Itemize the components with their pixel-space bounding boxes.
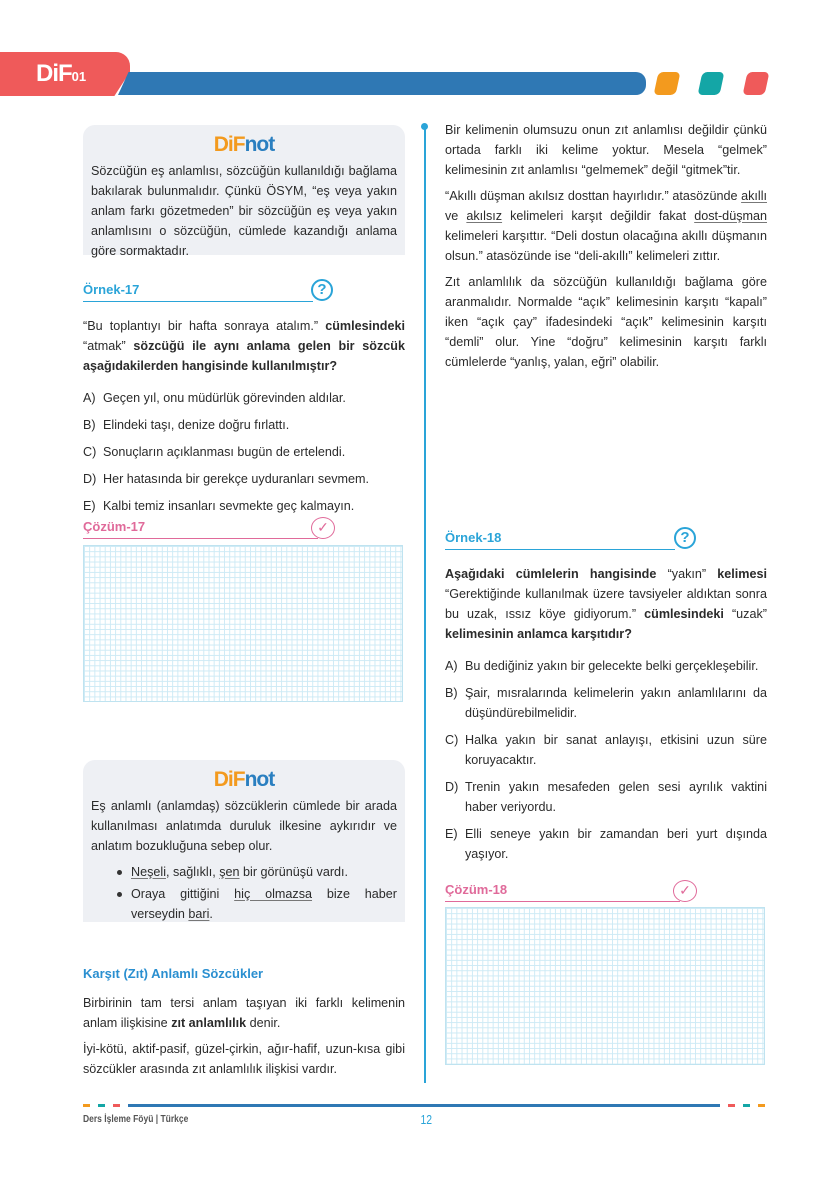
option-text: Şair, mısralarında kelimelerin yakın anlamlılarını da düşündürebilmelidir.: [465, 686, 767, 720]
difnot-title: DiFnot: [213, 133, 275, 156]
question-icon: ?: [674, 527, 696, 549]
answer-option[interactable]: [445, 656, 767, 676]
solution-17-heading: Çözüm-17: [83, 519, 318, 539]
check-icon: ✓: [311, 517, 335, 539]
page-number: 12: [420, 1112, 433, 1127]
underlined-word: bari: [188, 907, 210, 921]
text-segment: Zıt anlamlılık da sözcüğün kullanıldığı bağlama göre aranmalıdır. Normalde “açık” kelimesinin karşıtı “kapalı” iken “açık çay” ifadesindeki “açık” kelimesinin karşıtı “demli” olur. Yine “doğru” kelimesinin karşıtı farklı cümlelerde “yanlış, yalan, eğri” olabilir.: [445, 275, 767, 369]
option-text: Sonuçların açıklanması bugün de ertelendi.: [103, 445, 346, 459]
option-letter: B): [83, 418, 96, 432]
paragraph: [83, 993, 405, 1033]
example-18-heading: Örnek-18: [445, 530, 675, 550]
solution-17-grid-area[interactable]: [83, 545, 403, 702]
question-icon: ?: [311, 279, 333, 301]
footer-dash: [743, 1104, 750, 1107]
answer-option[interactable]: [83, 415, 405, 435]
option-text: Trenin yakın mesafeden gelen sesi ayrılık vaktini haber veriyordu.: [465, 780, 767, 814]
bold-text: kelimesinin anlamca karşıtıdır?: [445, 627, 632, 641]
text-segment: Oraya gittiğini: [131, 887, 235, 901]
footer-dash: [83, 1104, 90, 1107]
column-divider: [424, 128, 426, 1083]
footer-dash: [728, 1104, 735, 1107]
footer-dash: [758, 1104, 765, 1107]
difnot-box-2: [83, 760, 405, 922]
solution-18-grid-area[interactable]: [445, 907, 765, 1065]
example-18-body: [445, 564, 767, 871]
option-text: Bu dediğiniz yakın bir gelecekte belki gerçekleşebilir.: [465, 659, 759, 673]
example-17-body: [83, 316, 405, 523]
difnot-text: [91, 161, 397, 261]
bullet-item: [117, 884, 397, 924]
paragraph: [91, 796, 397, 856]
option-text: Elindeki taşı, denize doğru fırlattı.: [103, 418, 290, 432]
bullet-item: [117, 862, 397, 882]
text-segment: “atmak”: [83, 339, 134, 353]
option-letter: D): [83, 472, 97, 486]
paragraph: [445, 272, 767, 372]
check-icon: ✓: [673, 880, 697, 902]
text-segment: , sağlıklı,: [166, 865, 220, 879]
unit-number: 01: [71, 69, 87, 84]
example-18-question: [445, 564, 767, 644]
answer-option[interactable]: [445, 683, 767, 723]
right-intro-text: [445, 120, 767, 378]
answer-option[interactable]: [445, 824, 767, 864]
difnot-title: DiFnot: [213, 768, 275, 791]
bold-text: sözcüğü ile aynı anlama gelen bir sözcük aşağıdakilerden hangisinde kullanılmıştır?: [83, 339, 405, 373]
example-bullets: [91, 862, 397, 924]
text-segment: bize haber verseydin: [131, 887, 398, 921]
footer-dash: [98, 1104, 105, 1107]
option-letter: E): [445, 827, 458, 841]
text-segment: Eş anlamlı (anlamdaş) sözcüklerin cümlede bir arada kullanılması anlatımda duruluk ilkesine aykırıdır ve anlatım bozukluğuna sebep olur.: [91, 799, 397, 853]
option-text: Elli seneye yakın bir zamandan beri yurt dışında yaşıyor.: [465, 827, 767, 861]
brand-text: DiF: [36, 60, 72, 87]
text-segment: kelimeleri karşıttır. “Deli dostun olacağına akıllı düşmanın olsun.” atasözünde ise “deli-akıllı” kelimeleri zıttır.: [445, 229, 767, 263]
section-heading: Karşıt (Zıt) Anlamlı Sözcükler: [83, 966, 264, 981]
example-17-heading: Örnek-17: [83, 282, 313, 302]
difnot-box-1: [83, 125, 405, 258]
text-segment: denir.: [246, 1016, 281, 1030]
option-letter: C): [83, 445, 97, 459]
bold-text: cümlesindeki: [325, 319, 405, 333]
bold-text: cümlesindeki: [644, 607, 724, 621]
header-bar: [118, 72, 646, 95]
option-text: Halka yakın bir sanat anlayışı, etkisini uzun süre koruyacaktır.: [465, 733, 767, 767]
underlined-word: akılsız: [466, 209, 503, 223]
answer-option[interactable]: [445, 777, 767, 817]
text-segment: ve: [445, 209, 467, 223]
text-segment: kelimeleri karşıt değildir fakat: [502, 209, 695, 223]
option-letter: E): [83, 499, 96, 513]
underlined-word: şen: [219, 865, 240, 879]
difnot-text: [91, 796, 397, 856]
text-segment: bir görünüşü vardı.: [239, 865, 349, 879]
example-18-options: [445, 656, 767, 864]
bold-text: zıt anlamlılık: [171, 1016, 247, 1030]
text-segment: İyi-kötü, aktif-pasif, güzel-çirkin, ağır-hafif, uzun-kısa gibi sözcükler arasında zıt anlamlılık ilişkisi vardır.: [83, 1042, 405, 1076]
header-chip-teal: [698, 72, 725, 95]
text-segment: “Akıllı düşman akılsız dosttan hayırlıdır.” atasözünde: [445, 189, 742, 203]
text-segment: Sözcüğün eş anlamlısı, sözcüğün kullanıldığı bağlama bakılarak bulunmalıdır. Çünkü ÖSYM, “eş veya yakın anlam farkı gözetmeden” bir sözcüğün eş veya yakın anlamlısını o sözcüğün, cümlede kazandığı anlama göre sormaktadır.: [91, 164, 397, 258]
text-segment: “uzak”: [723, 607, 767, 621]
underlined-word: Neşeli: [131, 865, 166, 879]
paragraph: [445, 120, 767, 180]
answer-option[interactable]: [83, 496, 405, 516]
underlined-word: akıllı: [741, 189, 767, 203]
paragraph: [91, 161, 397, 261]
header-chip-red: [743, 72, 770, 95]
footer-line: [128, 1104, 720, 1107]
paragraph: [445, 186, 767, 266]
option-letter: A): [83, 391, 96, 405]
answer-option[interactable]: [83, 469, 405, 489]
option-letter: C): [445, 733, 459, 747]
text-segment: “yakın”: [656, 567, 718, 581]
unit-label: [36, 60, 86, 88]
section-body: [83, 993, 405, 1085]
text-segment: “Bu toplantıyı bir hafta sonraya atalım.”: [83, 319, 326, 333]
footer-dash: [113, 1104, 120, 1107]
paragraph: [83, 1039, 405, 1079]
underlined-word: dost-düşman: [694, 209, 767, 223]
text-segment: Bir kelimenin olumsuzu onun zıt anlamlısı değildir çünkü ortada farklı iki kelime yoktur. Mesela “gelmek” kelimesinin zıt anlamlısı “gelmemek” değil “gitmek”tir.: [445, 123, 767, 177]
solution-18-heading: Çözüm-18: [445, 882, 680, 902]
option-text: Her hatasında bir gerekçe uyduranları sevmem.: [103, 472, 369, 486]
option-text: Geçen yıl, onu müdürlük görevinden aldılar.: [103, 391, 346, 405]
answer-option[interactable]: [83, 388, 405, 408]
option-letter: A): [445, 659, 458, 673]
example-17-options: [83, 388, 405, 516]
bold-text: kelimesi: [717, 567, 767, 581]
text-segment: Birbirinin tam tersi anlam taşıyan iki farklı kelimenin anlam ilişkisine: [83, 996, 405, 1030]
option-text: Kalbi temiz insanları sevmekte geç kalmayın.: [103, 499, 355, 513]
answer-option[interactable]: [83, 442, 405, 462]
text-segment: .: [209, 907, 213, 921]
option-letter: D): [445, 780, 459, 794]
answer-option[interactable]: [445, 730, 767, 770]
header-chip-orange: [654, 72, 681, 95]
underlined-word: hiç olmazsa: [234, 887, 313, 901]
text-segment: “Gerektiğinde kullanılmak üzere tavsiyeler aldıktan sonra bu uzak, ıssız köye gidiyorum.”: [445, 587, 767, 621]
example-17-question: [83, 316, 405, 376]
option-letter: B): [445, 686, 458, 700]
footer-book-title: Ders İşleme Föyü | Türkçe: [83, 1114, 189, 1125]
bold-text: Aşağıdaki cümlelerin hangisinde: [445, 567, 657, 581]
